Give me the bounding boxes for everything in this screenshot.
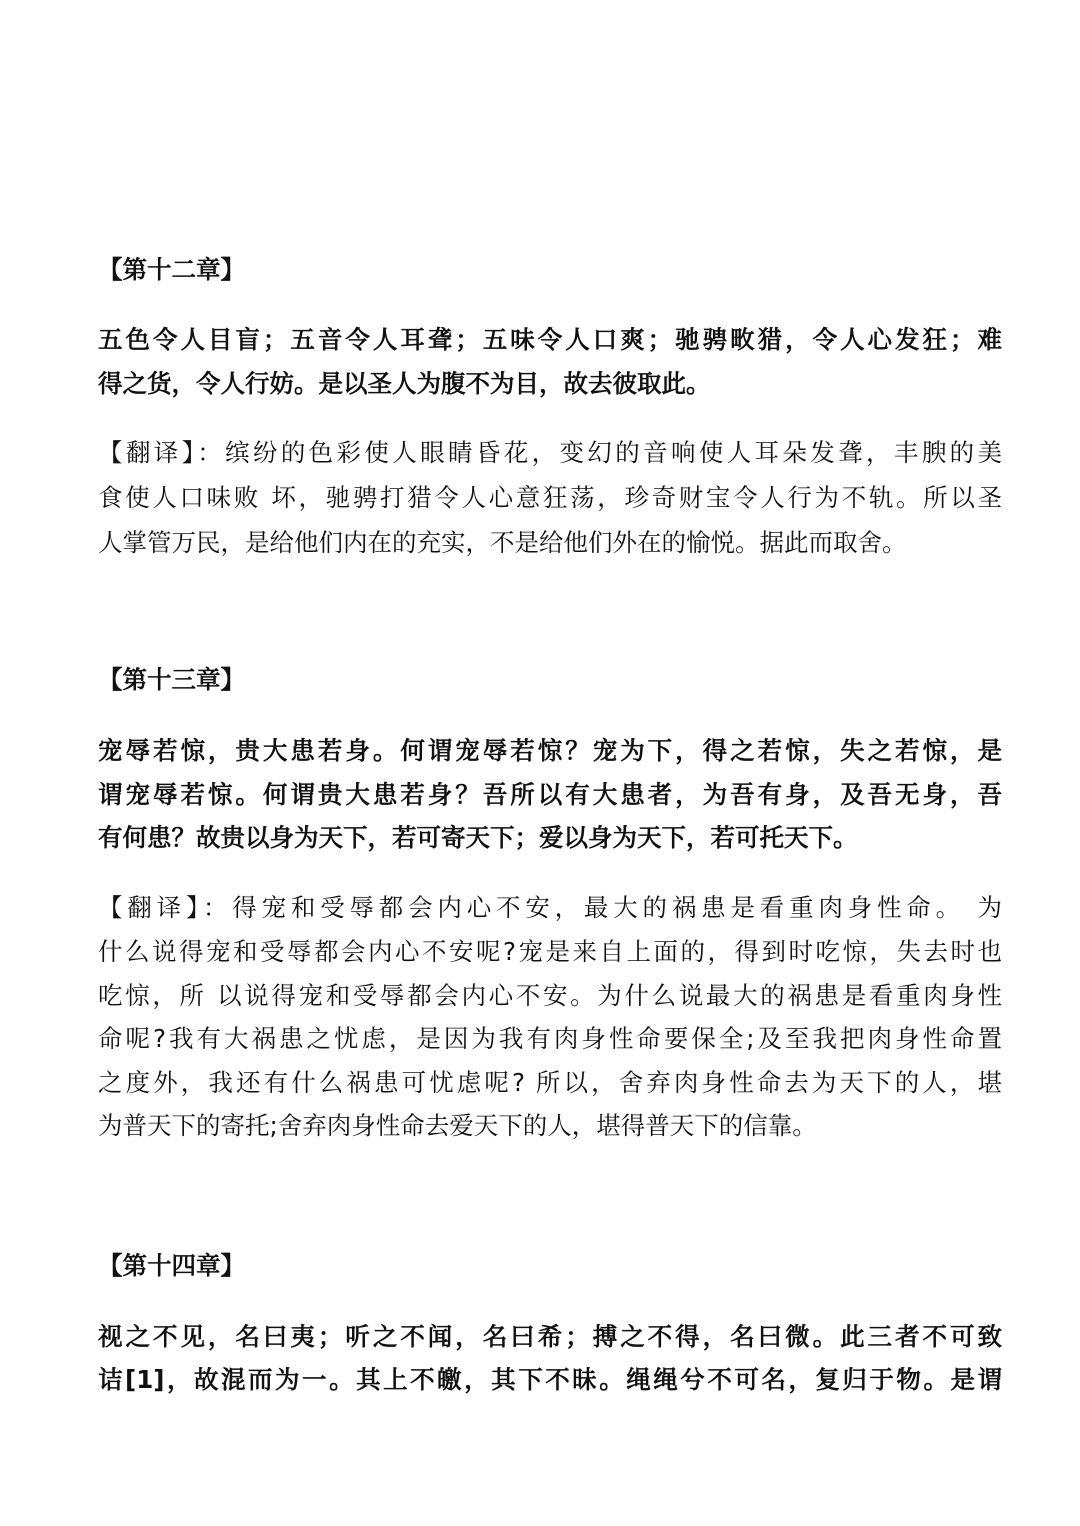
chapter-13-original-line-2: 谓宠辱若惊。何谓贵大患若身？吾所以有大患者，为吾有身，及吾无身，吾 [98, 780, 1002, 809]
chapter-13-translation-line-6: 为普天下的寄托;舍弃肉身性命去爱天下的人，堪得普天下的信靠。 [98, 1111, 817, 1140]
chapter-14-heading: 【第十四章】 [98, 1251, 245, 1280]
chapter-14-original-line-2: 诘[1]，故混而为一。其上不皦，其下不昧。绳绳兮不可名，复归于物。是谓 [98, 1365, 1002, 1394]
chapter-12-translation-line-2: 食使人口味败 坏，驰骋打猎令人心意狂荡，珍奇财宝令人行为不轨。所以圣 [98, 483, 1002, 512]
chapter-13-translation-line-5: 之度外，我还有什么祸患可忧虑呢? 所以，舍弃肉身性命去为天下的人，堪 [98, 1068, 1002, 1097]
chapter-12-translation-line-3: 人掌管万民，是给他们内在的充实，不是给他们外在的愉悦。据此而取舍。 [98, 528, 907, 557]
chapter-13-translation-line-3: 吃惊，所 以说得宠和受辱都会内心不安。为什么说最大的祸患是看重肉身性 [98, 981, 1002, 1010]
chapter-14-original-line-1: 视之不见，名曰夷；听之不闻，名曰希；搏之不得，名曰微。此三者不可致 [98, 1322, 1002, 1351]
chapter-13-translation-line-1: 【翻译】：得宠和受辱都会内心不安，最大的祸患是看重肉身性命。 为 [98, 893, 1002, 922]
chapter-13-original-line-3: 有何患？故贵以身为天下，若可寄天下；爱以身为天下，若可托天下。 [98, 823, 858, 852]
chapter-12-original-line-1: 五色令人目盲；五音令人耳聋；五味令人口爽；驰骋畋猎，令人心发狂；难 [98, 325, 1002, 354]
chapter-12-translation-line-1: 【翻译】：缤纷的色彩使人眼睛昏花，变幻的音响使人耳朵发聋，丰腴的美 [98, 438, 1002, 467]
chapter-13-translation-line-2: 什么说得宠和受辱都会内心不安呢?宠是来自上面的，得到时吃惊，失去时也 [98, 937, 1002, 966]
chapter-12-original-line-2: 得之货，令人行妨。是以圣人为腹不为目，故去彼取此。 [98, 369, 711, 398]
chapter-13-heading: 【第十三章】 [98, 665, 245, 694]
chapter-13-translation-line-4: 命呢?我有大祸患之忧虑，是因为我有肉身性命要保全;及至我把肉身性命置 [98, 1024, 1002, 1053]
chapter-13-original-line-1: 宠辱若惊，贵大患若身。何谓宠辱若惊？宠为下，得之若惊，失之若惊，是 [98, 736, 1002, 765]
chapter-12-heading: 【第十二章】 [98, 255, 245, 284]
